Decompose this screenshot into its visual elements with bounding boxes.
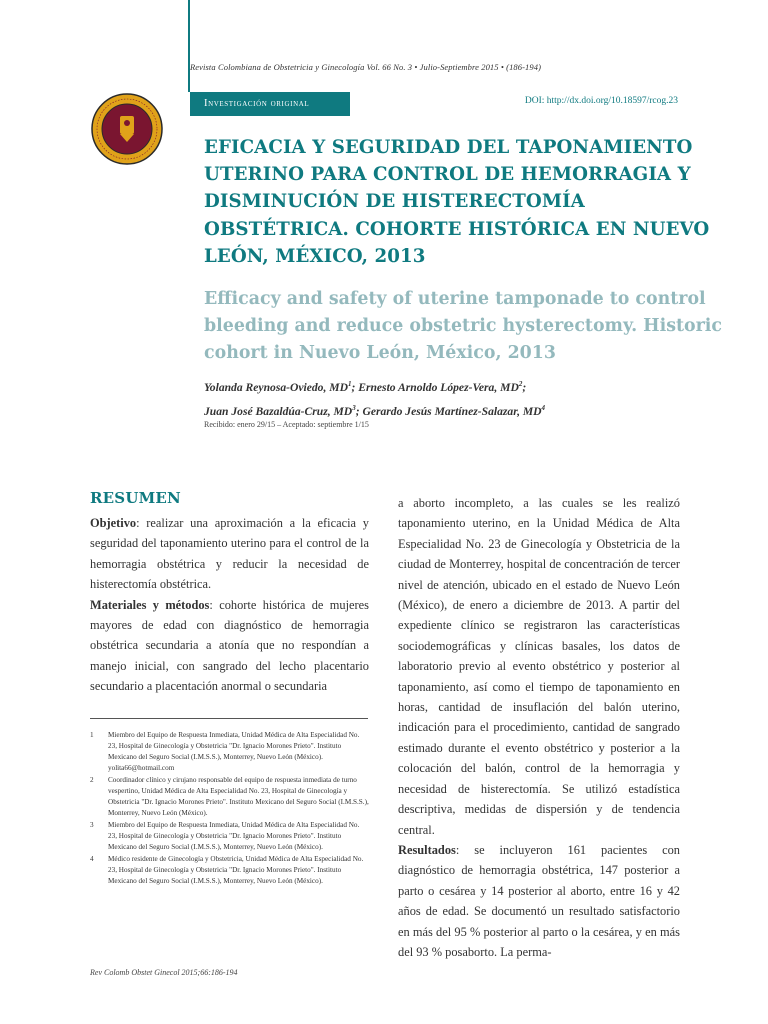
footnote-item — [90, 854, 370, 887]
footnote-text: Coordinador clínico y cirujano responsable del equipo de respuesta inmediata de turno vespertino, Unidad Médica de Alta Especialidad No. 23, Hospital de Ginecología y Obstetricia "Dr. Ignacio Morones Prieto". Instituto Mexicano del Seguro Social (I.M.S.S.), Monterrey, Nuevo León (México). — [108, 776, 369, 817]
journal-citation-line: Revista Colombiana de Obstetricia y Ginecología Vol. 66 No. 3 • Julio-Septiembre 2015 • (186-194) — [190, 62, 542, 72]
footnote-item — [90, 775, 370, 819]
objective-paragraph — [90, 513, 369, 595]
author-separator: ; — [355, 404, 363, 418]
author-name: Yolanda Reynosa-Oviedo, MD — [204, 380, 348, 394]
author-separator: ; — [351, 380, 359, 394]
received-accepted-dates: Recibido: enero 29/15 – Aceptado: septiembre 1/15 — [204, 420, 369, 429]
results-label: Resultados — [398, 842, 456, 857]
footnote-text: Miembro del Equipo de Respuesta Inmediata, Unidad Médica de Alta Especialidad No. 23, Hospital de Ginecología y Obstetricia "Dr. Ignacio Morones Prieto". Instituto Mexicano del Seguro Social (I.M.S.S.), Monterrey, Nuevo León (México). — [108, 821, 360, 851]
methods-text: : cohorte histórica de mujeres mayores de edad con diagnóstico de hemorragia obstétrica secundaria a atonía que no respondían a manejo inicial, con sangrado del lecho placentario secundario a placentación anormal o secundaria — [90, 597, 370, 694]
society-seal-icon — [90, 92, 164, 166]
footnote-number: 2 — [90, 776, 94, 784]
abstract-heading: RESUMEN — [90, 489, 181, 507]
author-affiliation-mark: 2 — [518, 380, 523, 388]
footnote-number: 1 — [90, 731, 94, 739]
header-accent-rule — [188, 0, 190, 92]
abstract-left-column — [90, 513, 369, 697]
results-text: : se incluyeron 161 pacientes con diagnóstico de hemorragia obstétrica, 147 posterior a parto o cesárea y 14 posterior al aborto, entre 16 y 42 años de edad. Se documentó un resultado satisfactorio en más del 95 % posterior al parto o la cesárea, y en más del 93 % posaborto. La perma- — [398, 842, 680, 959]
methods-continued-paragraph: a aborto incompleto, a las cuales se les realizó taponamiento uterino, en la Unidad Médica de Alta Especialidad No. 23 de Ginecología y Obstetricia de la ciudad de Monterrey, hospital de concentración de tercer nivel de atención, ubicado en el estado de Nuevo León (México), de enero a diciembre de 2013. A partir del expediente clínico se registraron las características sociodemográficas y clínicas basales, los datos de laboratorio previo al evento obstétrico y posterior al taponamiento, así como el tiempo de taponamiento en horas, cantidad de insuflación del balón uterino, indicación para el procedimiento, cantidad de sangrado estimado durante el evento obstétrico y posterior a la colocación del balón, control de la hemorragia y necesidad de histerectomía. Se utilizó estadística descriptiva, medidas de dispersión y de tendencia central. — [398, 496, 680, 837]
author-name: Gerardo Jesús Martínez-Salazar, MD — [362, 404, 542, 418]
footnote-item — [90, 820, 370, 853]
author-separator: ; — [522, 380, 527, 394]
author-list — [204, 374, 724, 422]
methods-label: Materiales y métodos — [90, 597, 210, 612]
article-title-spanish: EFICACIA Y SEGURIDAD DEL TAPONAMIENTO UTERINO PARA CONTROL DE HEMORRAGIA Y DISMINUCIÓN DE HISTERECTOMÍA OBSTÉTRICA. COHORTE HISTÓRICA EN NUEVO LEÓN, MÉXICO, 2013 — [204, 137, 710, 267]
doi-link[interactable]: DOI: http://dx.doi.org/10.18597/rcog.23 — [524, 96, 678, 106]
section-tag: Investigación original — [190, 92, 350, 116]
footnote-divider — [90, 718, 368, 719]
footnote-item — [90, 730, 370, 774]
footnote-text: Miembro del Equipo de Respuesta Inmediata, Unidad Médica de Alta Especialidad No. 23, Hospital de Ginecología y Obstetricia "Dr. Ignacio Morones Prieto". Instituto Mexicano del Seguro Social (I.M.S.S.), Monterrey, Nuevo León (México). yolita66@hotmail.com — [108, 731, 360, 772]
results-paragraph — [398, 840, 680, 962]
affiliation-footnotes — [90, 730, 370, 888]
author-affiliation-mark: 1 — [347, 380, 352, 388]
footnote-number: 3 — [90, 821, 94, 829]
page-footer-citation: Rev Colomb Obstet Ginecol 2015;66:186-194 — [90, 968, 238, 977]
objective-label: Objetivo — [90, 516, 137, 530]
author-affiliation-mark: 3 — [352, 403, 356, 412]
abstract-right-column — [398, 493, 680, 962]
objective-text: : realizar una aproximación a la eficacia y seguridad del taponamiento uterino para el control de la hemorragia obstétrica y reducir la necesidad de histerectomía obstétrica. — [90, 516, 369, 592]
methods-paragraph — [90, 595, 369, 697]
author-name: Juan José Bazaldúa-Cruz, MD — [204, 404, 353, 418]
footnote-text: Médico residente de Ginecología y Obstetricia, Unidad Médica de Alta Especialidad No. 23, Hospital de Ginecología y Obstetricia "Dr. Ignacio Morones Prieto". Instituto Mexicano del Seguro Social (I.M.S.S.), Monterrey, Nuevo León (México). — [108, 855, 364, 885]
footnote-number: 4 — [90, 855, 94, 863]
article-title-english: Efficacy and safety of uterine tamponade to control bleeding and reduce obstetric hysterectomy. Historic cohort in Nuevo León, México, 2013 — [204, 289, 722, 363]
author-affiliation-mark: 4 — [541, 403, 546, 412]
author-name: Ernesto Arnoldo López-Vera, MD — [358, 380, 519, 394]
